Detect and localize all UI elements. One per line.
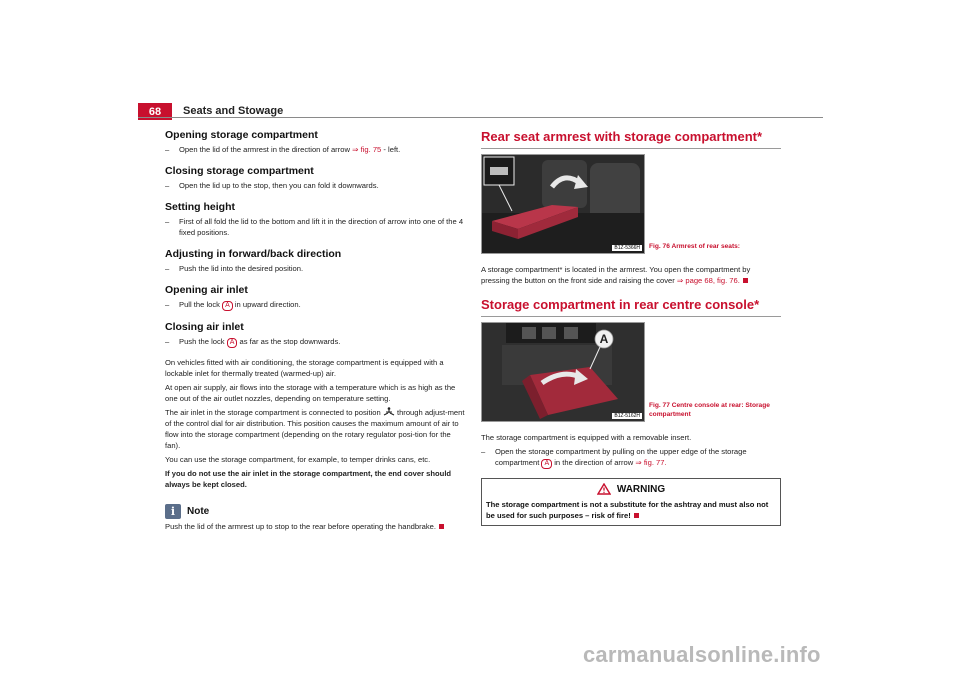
note-text: Push the lid of the armrest up to stop to the rear before operating the handbrake. — [165, 521, 465, 532]
ref-fig-77[interactable]: fig. 77. — [643, 458, 667, 467]
figure-letter-a: A — [599, 332, 609, 346]
heading-setting-height: Setting height — [165, 201, 235, 213]
ref-page-68[interactable]: page 68, fig. 76. — [685, 276, 740, 285]
air-distribution-icon — [383, 407, 395, 416]
step-closing-air: – Push the lock A as far as the stop downwards. — [165, 337, 341, 346]
step-opening-air: – Pull the lock A in upward direction. — [165, 300, 301, 309]
console-photo — [481, 322, 645, 422]
para-temper-drinks: You can use the storage compartment, for example, to temper drinks cans, etc. — [165, 455, 431, 464]
warning-text: The storage compartment is not a substitute for the ashtray and must also not be used for such purposes – risk of fire! — [486, 500, 769, 520]
step-closing-storage: – Open the lid up to the stop, then you can fold it downwards. — [165, 181, 379, 190]
section-end-icon — [439, 524, 444, 529]
right-column — [481, 128, 781, 526]
step-open-console: – Open the storage compartment by pulling on the upper edge of the storage compartment A in the direction of arrow ⇒ fig. 77. — [481, 447, 747, 467]
figure-77 — [481, 322, 781, 422]
para-air-supply: At open air supply, air flows into the storage with a temperature which is as high as the one out of the air outlet nozzles, depending on temperature setting. — [165, 383, 456, 403]
page-number: 68 — [138, 103, 172, 120]
warning-triangle-icon — [597, 483, 611, 495]
heading-opening-storage: Opening storage compartment — [165, 129, 318, 141]
arrow-icon: ⇒ — [676, 276, 684, 285]
warning-label: WARNING — [616, 483, 666, 495]
watermark: carmanualsonline.info — [583, 642, 821, 667]
figure-code: B1Z-5366H — [614, 245, 640, 251]
section-rule — [481, 148, 781, 149]
section-end-icon — [634, 513, 639, 518]
ref-fig-75[interactable]: fig. 75 — [360, 145, 382, 154]
callout-a-badge: A — [227, 338, 238, 348]
heading-centre-console: Storage compartment in rear centre console* — [481, 297, 760, 312]
heading-closing-air: Closing air inlet — [165, 321, 244, 333]
section-rule — [481, 316, 781, 317]
step-opening-storage: – Open the lid of the armrest in the direction of arrow ⇒ fig. 75 - left. — [165, 145, 401, 154]
para-end-cover: If you do not use the air inlet in the storage compartment, the end cover should always be kept closed. — [165, 469, 452, 489]
warning-box — [481, 478, 781, 526]
note-box — [165, 504, 465, 532]
header-title: Seats and Stowage — [183, 105, 284, 117]
arrow-icon: ⇒ — [635, 458, 642, 467]
heading-adjusting: Adjusting in forward/back direction — [165, 248, 342, 260]
para-air-conditioning: On vehicles fitted with air conditioning, the storage compartment is equipped with a lockable inlet for thermally treated (warmed-up) air. — [165, 358, 444, 378]
figure-76 — [481, 154, 781, 254]
figure-caption: Fig. 77 Centre console at rear: Storage compartment — [649, 402, 770, 418]
step-adjusting: – Push the lid into the desired position. — [165, 264, 304, 273]
para-armrest: A storage compartment* is located in the armrest. You open the compartment by pressing the button on the front side and raising the cover ⇒ page 68, fig. 76. — [481, 265, 751, 285]
left-column — [165, 128, 465, 535]
step-setting-height: – First of all fold the lid to the bottom and lift it in the direction of arrow into one of the 4 fixed positions. — [165, 217, 464, 237]
section-end-icon — [743, 278, 748, 283]
armrest-photo — [481, 154, 645, 254]
header-rule — [138, 117, 823, 118]
heading-closing-storage: Closing storage compartment — [165, 165, 314, 177]
figure-code: B1Z-5162H — [614, 413, 640, 419]
callout-a-badge: A — [541, 459, 552, 469]
callout-a-badge: A — [222, 301, 233, 311]
heading-opening-air: Opening air inlet — [165, 284, 248, 296]
heading-rear-armrest: Rear seat armrest with storage compartment* — [481, 129, 763, 144]
para-air-inlet: The air inlet in the storage compartment is connected to position through adjust-ment of the control dial for air distribution. This position causes the maximum amount of air to flow into the storage compartment (depending on the rotary regulator posi-tion for the fan). — [165, 408, 465, 450]
figure-caption: Fig. 76 Armrest of rear seats: — [649, 243, 741, 250]
info-icon: i — [165, 504, 181, 519]
note-label: Note — [187, 506, 210, 517]
para-removable-insert: The storage compartment is equipped with a removable insert. — [481, 433, 692, 442]
arrow-icon: ⇒ — [352, 145, 359, 154]
